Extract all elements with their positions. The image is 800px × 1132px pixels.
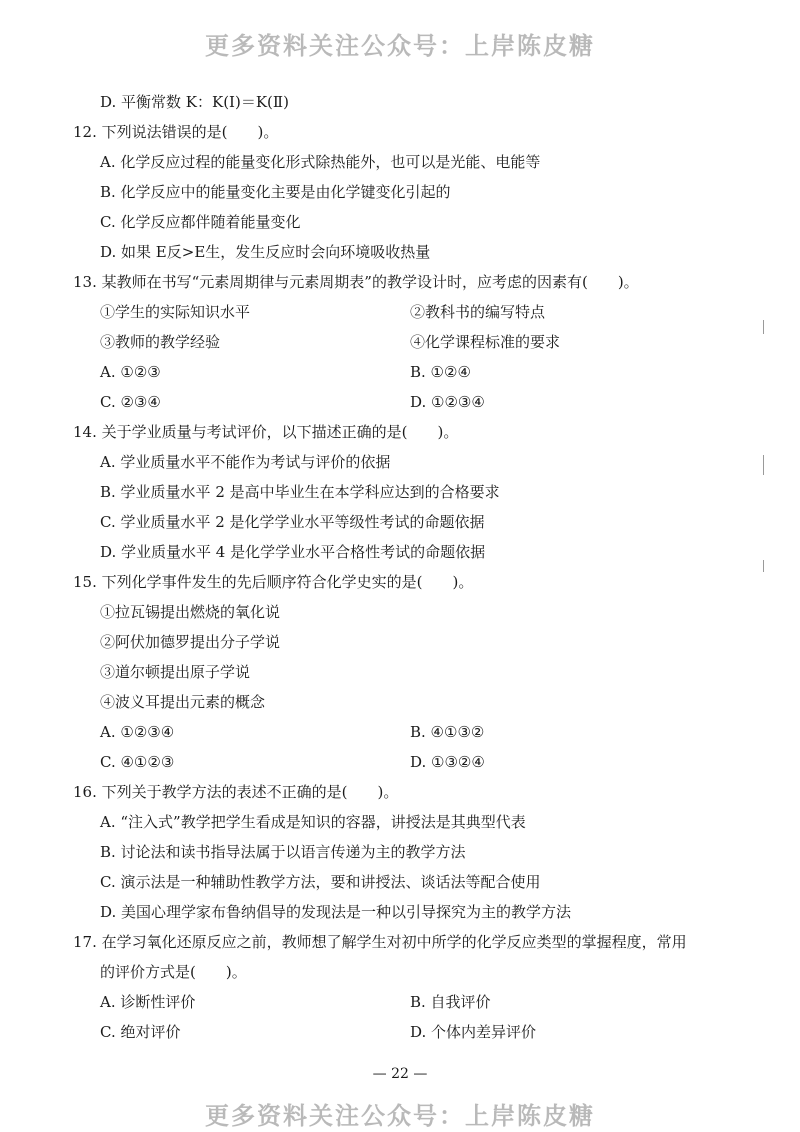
q16-option-a: A. “注入式”教学把学生看成是知识的容器，讲授法是其典型代表 [100, 813, 526, 831]
q17-stem-line-2: 的评价方式是( )。 [100, 963, 247, 981]
q13-item-1: ①学生的实际知识水平 [100, 303, 251, 321]
q14-option-b: B. 学业质量水平 2 是高中毕业生在本学科应达到的合格要求 [100, 483, 500, 501]
q12-option-c: C. 化学反应都伴随着能量变化 [100, 213, 301, 231]
q17-stem-line-1: 17. 在学习氧化还原反应之前，教师想了解学生对初中所学的化学反应类型的掌握程度，常用 [73, 933, 687, 951]
q15-stem: 15. 下列化学事件发生的先后顺序符合化学史实的是( )。 [73, 573, 474, 591]
q13-option-c: C. ②③④ [100, 393, 161, 411]
scan-edge-mark [763, 560, 764, 572]
q11-option-d: D. 平衡常数 K：K(Ⅰ)＝K(Ⅱ) [100, 93, 289, 111]
q12-option-a: A. 化学反应过程的能量变化形式除热能外，也可以是光能、电能等 [100, 153, 541, 171]
q15-item-3: ③道尔顿提出原子学说 [100, 663, 251, 681]
q13-option-b: B. ①②④ [410, 363, 471, 381]
q14-option-a: A. 学业质量水平不能作为考试与评价的依据 [100, 453, 391, 471]
q15-option-a: A. ①②③④ [100, 723, 175, 741]
q16-stem: 16. 下列关于教学方法的表述不正确的是( )。 [73, 783, 399, 801]
q16-option-b: B. 讨论法和读书指导法属于以语言传递为主的教学方法 [100, 843, 466, 861]
q15-option-b: B. ④①③② [410, 723, 485, 741]
scan-edge-mark [763, 320, 764, 334]
q16-option-c: C. 演示法是一种辅助性教学方法，要和讲授法、谈话法等配合使用 [100, 873, 541, 891]
q12-stem: 12. 下列说法错误的是( )。 [73, 123, 279, 141]
q15-option-c: C. ④①②③ [100, 753, 175, 771]
page-number: — 22 — [372, 1066, 428, 1082]
q17-option-a: A. 诊断性评价 [100, 993, 196, 1011]
q12-option-d: D. 如果 E反>E生，发生反应时会向环境吸收热量 [100, 243, 431, 261]
q14-stem: 14. 关于学业质量与考试评价，以下描述正确的是( )。 [73, 423, 459, 441]
q17-option-b: B. 自我评价 [410, 993, 491, 1011]
q13-item-4: ④化学课程标准的要求 [410, 333, 561, 351]
q15-item-4: ④波义耳提出元素的概念 [100, 693, 266, 711]
q13-item-3: ③教师的教学经验 [100, 333, 221, 351]
q13-option-d: D. ①②③④ [410, 393, 485, 411]
q14-option-c: C. 学业质量水平 2 是化学学业水平等级性考试的命题依据 [100, 513, 485, 531]
q15-option-d: D. ①③②④ [410, 753, 485, 771]
watermark-bottom: 更多资料关注公众号：上岸陈皮糖 [205, 1102, 595, 1130]
watermark-top: 更多资料关注公众号：上岸陈皮糖 [205, 32, 595, 60]
q13-item-2: ②教科书的编写特点 [410, 303, 546, 321]
q13-stem: 13. 某教师在书写“元素周期律与元素周期表”的教学设计时，应考虑的因素有( )。 [73, 273, 639, 291]
q17-option-d: D. 个体内差异评价 [410, 1023, 537, 1041]
q15-item-2: ②阿伏加德罗提出分子学说 [100, 633, 281, 651]
q14-option-d: D. 学业质量水平 4 是化学学业水平合格性考试的命题依据 [100, 543, 486, 561]
scan-edge-mark [763, 455, 764, 475]
q13-option-a: A. ①②③ [100, 363, 161, 381]
q15-item-1: ①拉瓦锡提出燃烧的氧化说 [100, 603, 281, 621]
q17-option-c: C. 绝对评价 [100, 1023, 181, 1041]
q16-option-d: D. 美国心理学家布鲁纳倡导的发现法是一种以引导探究为主的教学方法 [100, 903, 572, 921]
q12-option-b: B. 化学反应中的能量变化主要是由化学键变化引起的 [100, 183, 451, 201]
